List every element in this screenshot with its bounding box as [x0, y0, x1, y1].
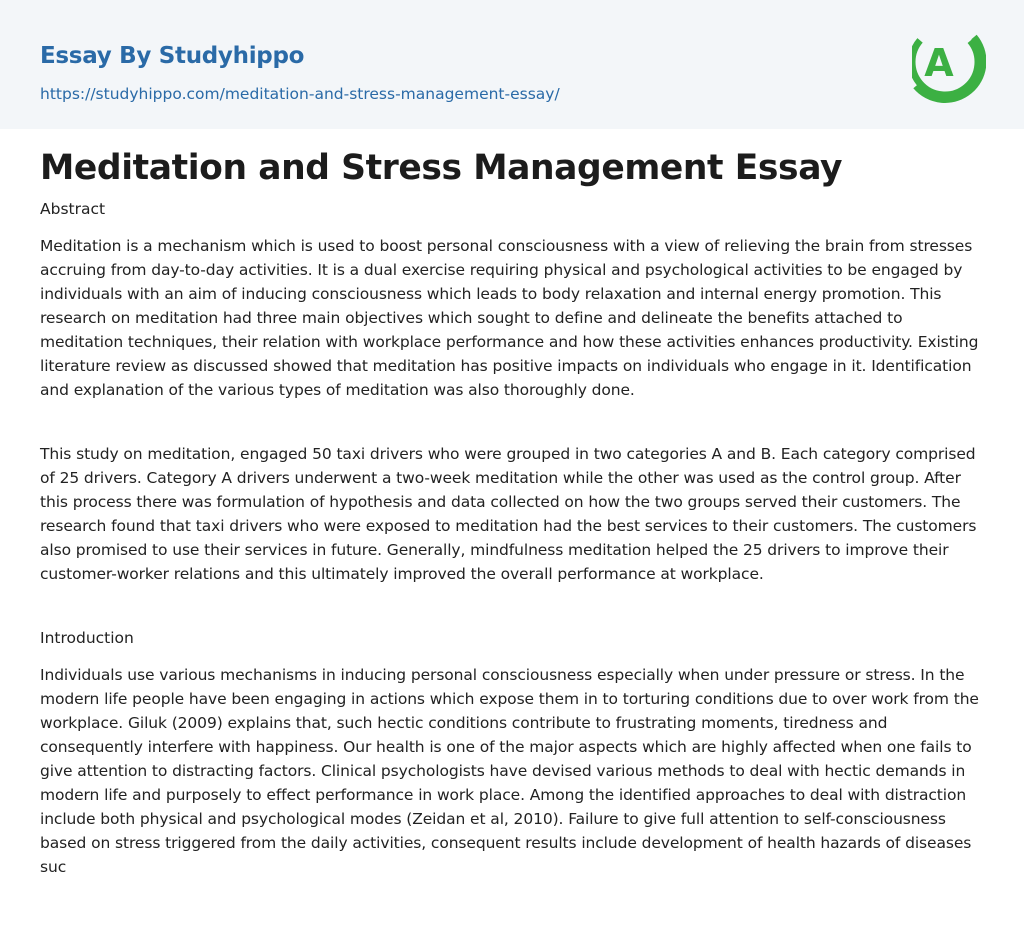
logo-letter: A: [924, 41, 954, 85]
a-logo-icon[interactable]: [912, 20, 986, 106]
article-body: [40, 146, 984, 876]
introduction-heading: Introduction: [40, 629, 134, 647]
abstract-paragraph-1: Meditation is a mechanism which is used to boost personal consciousness with a view of relieving the brain from stresses accruing from day-to-day activities. It is a dual exercise requiring physical and psychological activities to be engaged by individuals with an aim of inducing consciousness which leads to body relaxation and internal energy promotion. This research on meditation had three main objectives which sought to define and delineate the benefits attached to meditation techniques, their relation with workplace performance and how these activities enhances productivity. Existing literature review as discussed showed that meditation has positive impacts on individuals who engage in it. Identification and explanation of the various types of meditation was also thoroughly done.: [40, 237, 979, 399]
site-title[interactable]: Essay By Studyhippo: [40, 43, 305, 69]
introduction-paragraph: Individuals use various mechanisms in inducing personal consciousness especially when under pressure or stress. In the modern life people have been engaging in actions which expose them in to torturing conditions due to over work from the workplace. Giluk (2009) explains that, such hectic conditions contribute to frustrating moments, tiredness and consequently interfere with happiness. Our health is one of the major aspects which are highly affected when one fails to give attention to distracting factors. Clinical psychologists have devised various methods to deal with hectic demands in modern life and purposely to effect performance in work place. Among the identified approaches to deal with distraction include both physical and psychological modes (Zeidan et al, 2010). Failure to give full attention to self-consciousness based on stress triggered from the daily activities, consequent results include development of health hazards of diseases suc: [40, 666, 979, 876]
site-header: [0, 0, 1024, 129]
abstract-heading: Abstract: [40, 200, 106, 218]
abstract-paragraph-2: This study on meditation, engaged 50 taxi drivers who were grouped in two categories A and B. Each category comprised of 25 drivers. Category A drivers underwent a two-week meditation while the other was used as the control group. After this process there was formulation of hypothesis and data collected on how the two groups served their customers. The research found that taxi drivers who were exposed to meditation had the best services to their customers. The customers also promised to use their services in future. Generally, mindfulness meditation helped the 25 drivers to improve their customer-worker relations and this ultimately improved the overall performance at workplace.: [40, 445, 977, 583]
article-url-link[interactable]: https://studyhippo.com/meditation-and-stress-management-essay/: [40, 85, 560, 103]
page-title: Meditation and Stress Management Essay: [40, 148, 843, 188]
